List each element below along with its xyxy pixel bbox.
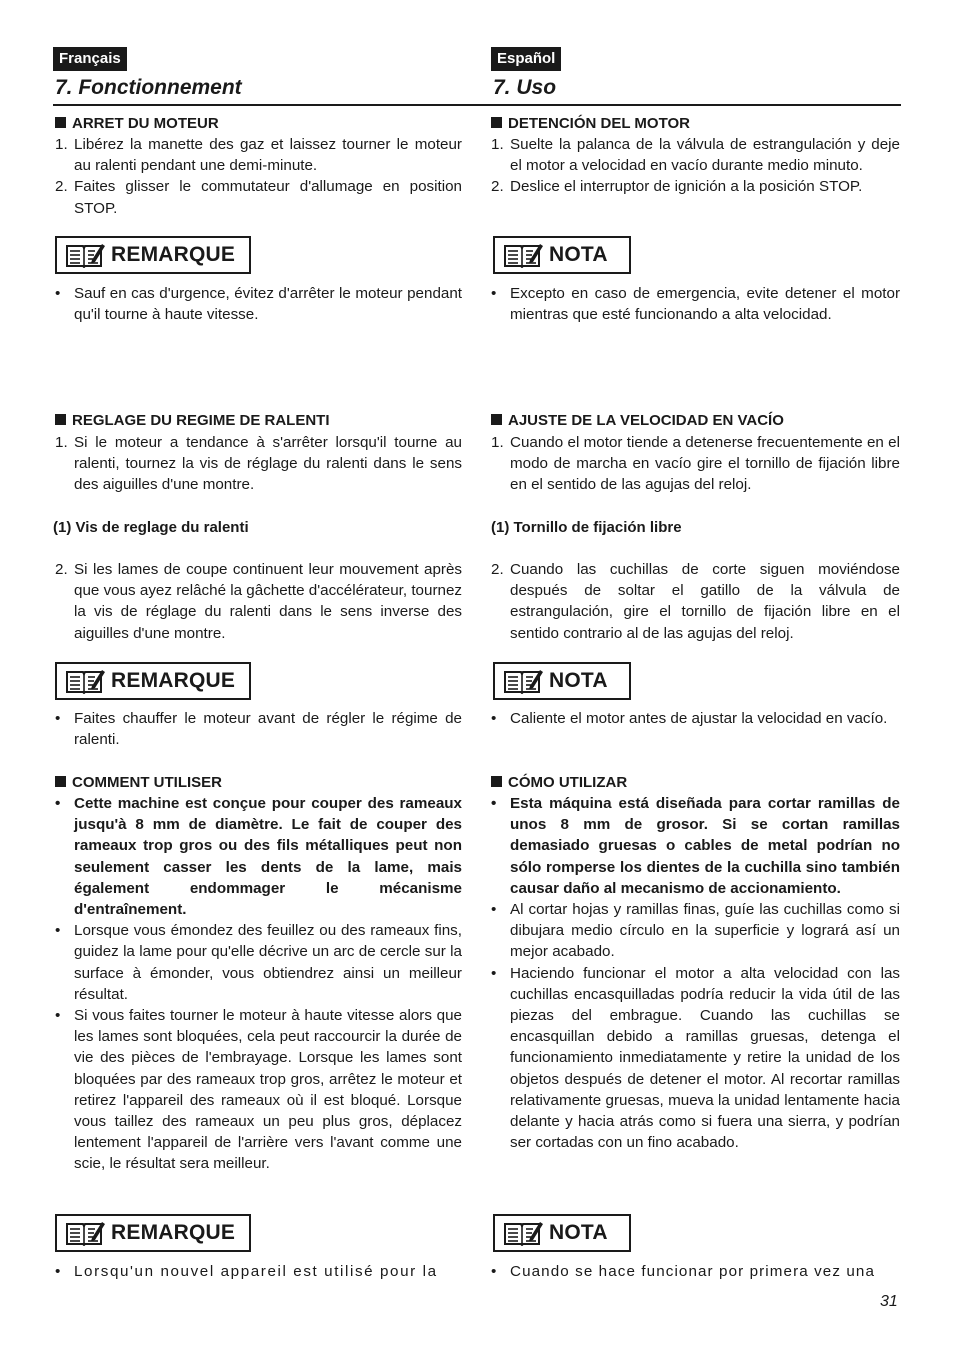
- list-item: • Cette machine est conçue pour couper des rameaux jusqu'à 8 mm de diamètre. Le fait de couper des rameaux trop gros ou des fils métalliques peut non seulement casser les dents de la lame, mais également endommager le mécanisme d'entraînement.: [55, 795, 462, 919]
- french-column: [53, 0, 462, 1348]
- note-label: REMARQUE: [111, 669, 236, 692]
- list-item: • Al cortar hojas y ramillas finas, guíe las cuchillas como si dibujara medio círculo en la superficie y logrará así un mejor acabado.: [491, 901, 900, 961]
- figure-caption: (1) Tornillo de fijación libre: [491, 519, 682, 536]
- list-item: 1. Cuando el motor tiende a detenerse frecuentemente en el modo de marcha en vacío gire el tornillo de fijación libre en el sentido de las agujas del reloj.: [491, 434, 900, 494]
- list-item: • Excepto en caso de emergencia, evite detener el motor mientras que esté funcionando a alta velocidad.: [491, 285, 900, 324]
- note-box: [493, 662, 631, 700]
- note-box: [493, 1214, 631, 1252]
- note-label: NOTA: [549, 1221, 608, 1244]
- how-to-use-heading: COMMENT UTILISER: [55, 772, 222, 793]
- list-item: • Esta máquina está diseñada para cortar ramillas de unos 8 mm de grosor. Si se cortan ramillas demasiado gruesas o cables de metal podrían no sólo romperse los dientes de la cuchilla sino también causar daño al mecanismo de accionamiento.: [491, 795, 900, 897]
- language-tag: Français: [53, 47, 127, 71]
- idle-adjust-steps: [491, 432, 900, 496]
- stop-engine-heading: ARRET DU MOTEUR: [55, 113, 219, 134]
- list-item: • Haciendo funcionar el motor a alta velocidad con las cuchillas encasquilladas podría reducir la vida útil de las piezas del embrague. Cuando las cuchillas se encasquillan debido a ramillas gruesas, detenga el funcionamiento inmediatamente y retire la unidad de los objetos después de detener el motor. Al recortar ramillas relativamente gruesas, mueva la unidad lentamente hacia delante y hacia atrás como si fuera una sierra, y podrían ser cortadas con un fino acabado.: [491, 964, 900, 1152]
- note-box: [55, 236, 251, 274]
- note-label: NOTA: [549, 243, 608, 266]
- how-to-use-heading: CÓMO UTILIZAR: [491, 772, 627, 793]
- idle-adjust-heading: REGLAGE DU REGIME DE RALENTI: [55, 410, 330, 431]
- book-pencil-icon: [65, 1220, 105, 1246]
- stop-engine-steps: [491, 134, 900, 198]
- idle-adjust-steps-2: [491, 559, 900, 644]
- list-item: • Caliente el motor antes de ajustar la velocidad en vacío.: [491, 710, 888, 727]
- section-title: 7. Uso: [493, 76, 557, 99]
- stop-engine-steps: [55, 134, 462, 219]
- list-item: 1. Libérez la manette des gaz et laissez tourner le moteur au ralenti pendant une demi-minute.: [55, 136, 462, 175]
- note-label: NOTA: [549, 669, 608, 692]
- spanish-column: [491, 0, 900, 1348]
- square-bullet-icon: [55, 776, 66, 787]
- idle-adjust-steps: [55, 432, 462, 496]
- square-bullet-icon: [491, 117, 502, 128]
- stop-engine-heading: DETENCIÓN DEL MOTOR: [491, 113, 690, 134]
- note-list: [491, 708, 900, 729]
- book-pencil-icon: [65, 242, 105, 268]
- book-pencil-icon: [503, 668, 543, 694]
- note-label: REMARQUE: [111, 243, 236, 266]
- square-bullet-icon: [55, 117, 66, 128]
- note-box: [55, 1214, 251, 1252]
- book-pencil-icon: [503, 242, 543, 268]
- note-list: [55, 1261, 462, 1282]
- square-bullet-icon: [491, 414, 502, 425]
- list-item: 1. Suelte la palanca de la válvula de estrangulación y deje el motor a velocidad en vacío durante medio minuto.: [491, 136, 900, 175]
- list-item: • Faites chauffer le moteur avant de régler le régime de ralenti.: [55, 710, 462, 749]
- note-list: [491, 283, 900, 325]
- note-list: [491, 1261, 900, 1282]
- note-label: REMARQUE: [111, 1221, 236, 1244]
- list-item: • Lorsque vous émondez des feuillez ou des rameaux fins, guidez la lame pour qu'elle décrive un arc de cercle sur la surface à émonder, vous obtiendrez ainsi un meilleur résultat.: [55, 922, 462, 1003]
- idle-adjust-heading: AJUSTE DE LA VELOCIDAD EN VACÍO: [491, 410, 784, 431]
- note-list: [55, 283, 462, 325]
- list-item: • Lorsqu'un nouvel appareil est utilisé pour la: [55, 1263, 438, 1280]
- page-number: 31: [880, 1293, 898, 1310]
- list-item: 2. Cuando las cuchillas de corte siguen moviéndose después de soltar el gatillo de la válvula de estrangulación, gire el tornillo de fijación libre en el sentido contrario al de las agujas del reloj.: [491, 561, 900, 642]
- square-bullet-icon: [55, 414, 66, 425]
- how-to-use-list: [491, 793, 900, 1153]
- list-item: • Cuando se hace funcionar por primera vez una: [491, 1263, 875, 1280]
- note-box: [55, 662, 251, 700]
- how-to-use-list: [55, 793, 462, 1175]
- book-pencil-icon: [65, 668, 105, 694]
- note-list: [55, 708, 462, 750]
- square-bullet-icon: [491, 776, 502, 787]
- note-box: [493, 236, 631, 274]
- list-item: 2. Faites glisser le commutateur d'allumage en position STOP.: [55, 178, 462, 217]
- idle-adjust-steps-2: [55, 559, 462, 644]
- section-title: 7. Fonctionnement: [55, 76, 242, 99]
- figure-caption: (1) Vis de reglage du ralenti: [53, 519, 249, 536]
- list-item: • Sauf en cas d'urgence, évitez d'arrêter le moteur pendant qu'il tourne à haute vitesse.: [55, 285, 462, 324]
- book-pencil-icon: [503, 1220, 543, 1246]
- language-tag: Español: [491, 47, 561, 71]
- list-item: • Si vous faites tourner le moteur à haute vitesse alors que les lames sont bloquées, cela peut raccourcir la durée de vie des pièces de l'embrayage. Lorsque les lames sont bloquées par des rameaux trop gros, arrêtez le moteur et retirez l'appareil des rameaux où il est bloqué. Lorsque vous taillez des rameaux un peu plus gros, déplacez lentement l'appareil de l'arrière vers l'avant comme une scie, le résultat sera meilleur.: [55, 1007, 462, 1173]
- list-item: 2. Si les lames de coupe continuent leur mouvement après que vous ayez relâché la gâchette d'accélérateur, tournez la vis de réglage du ralenti dans le sens inverse des aiguilles d'une montre.: [55, 561, 462, 642]
- list-item: 2. Deslice el interruptor de ignición a la posición STOP.: [491, 178, 863, 196]
- list-item: 1. Si le moteur a tendance à s'arrêter lorsqu'il tourne au ralenti, tournez la vis de réglage du ralenti dans le sens des aiguilles d'une montre.: [55, 434, 462, 494]
